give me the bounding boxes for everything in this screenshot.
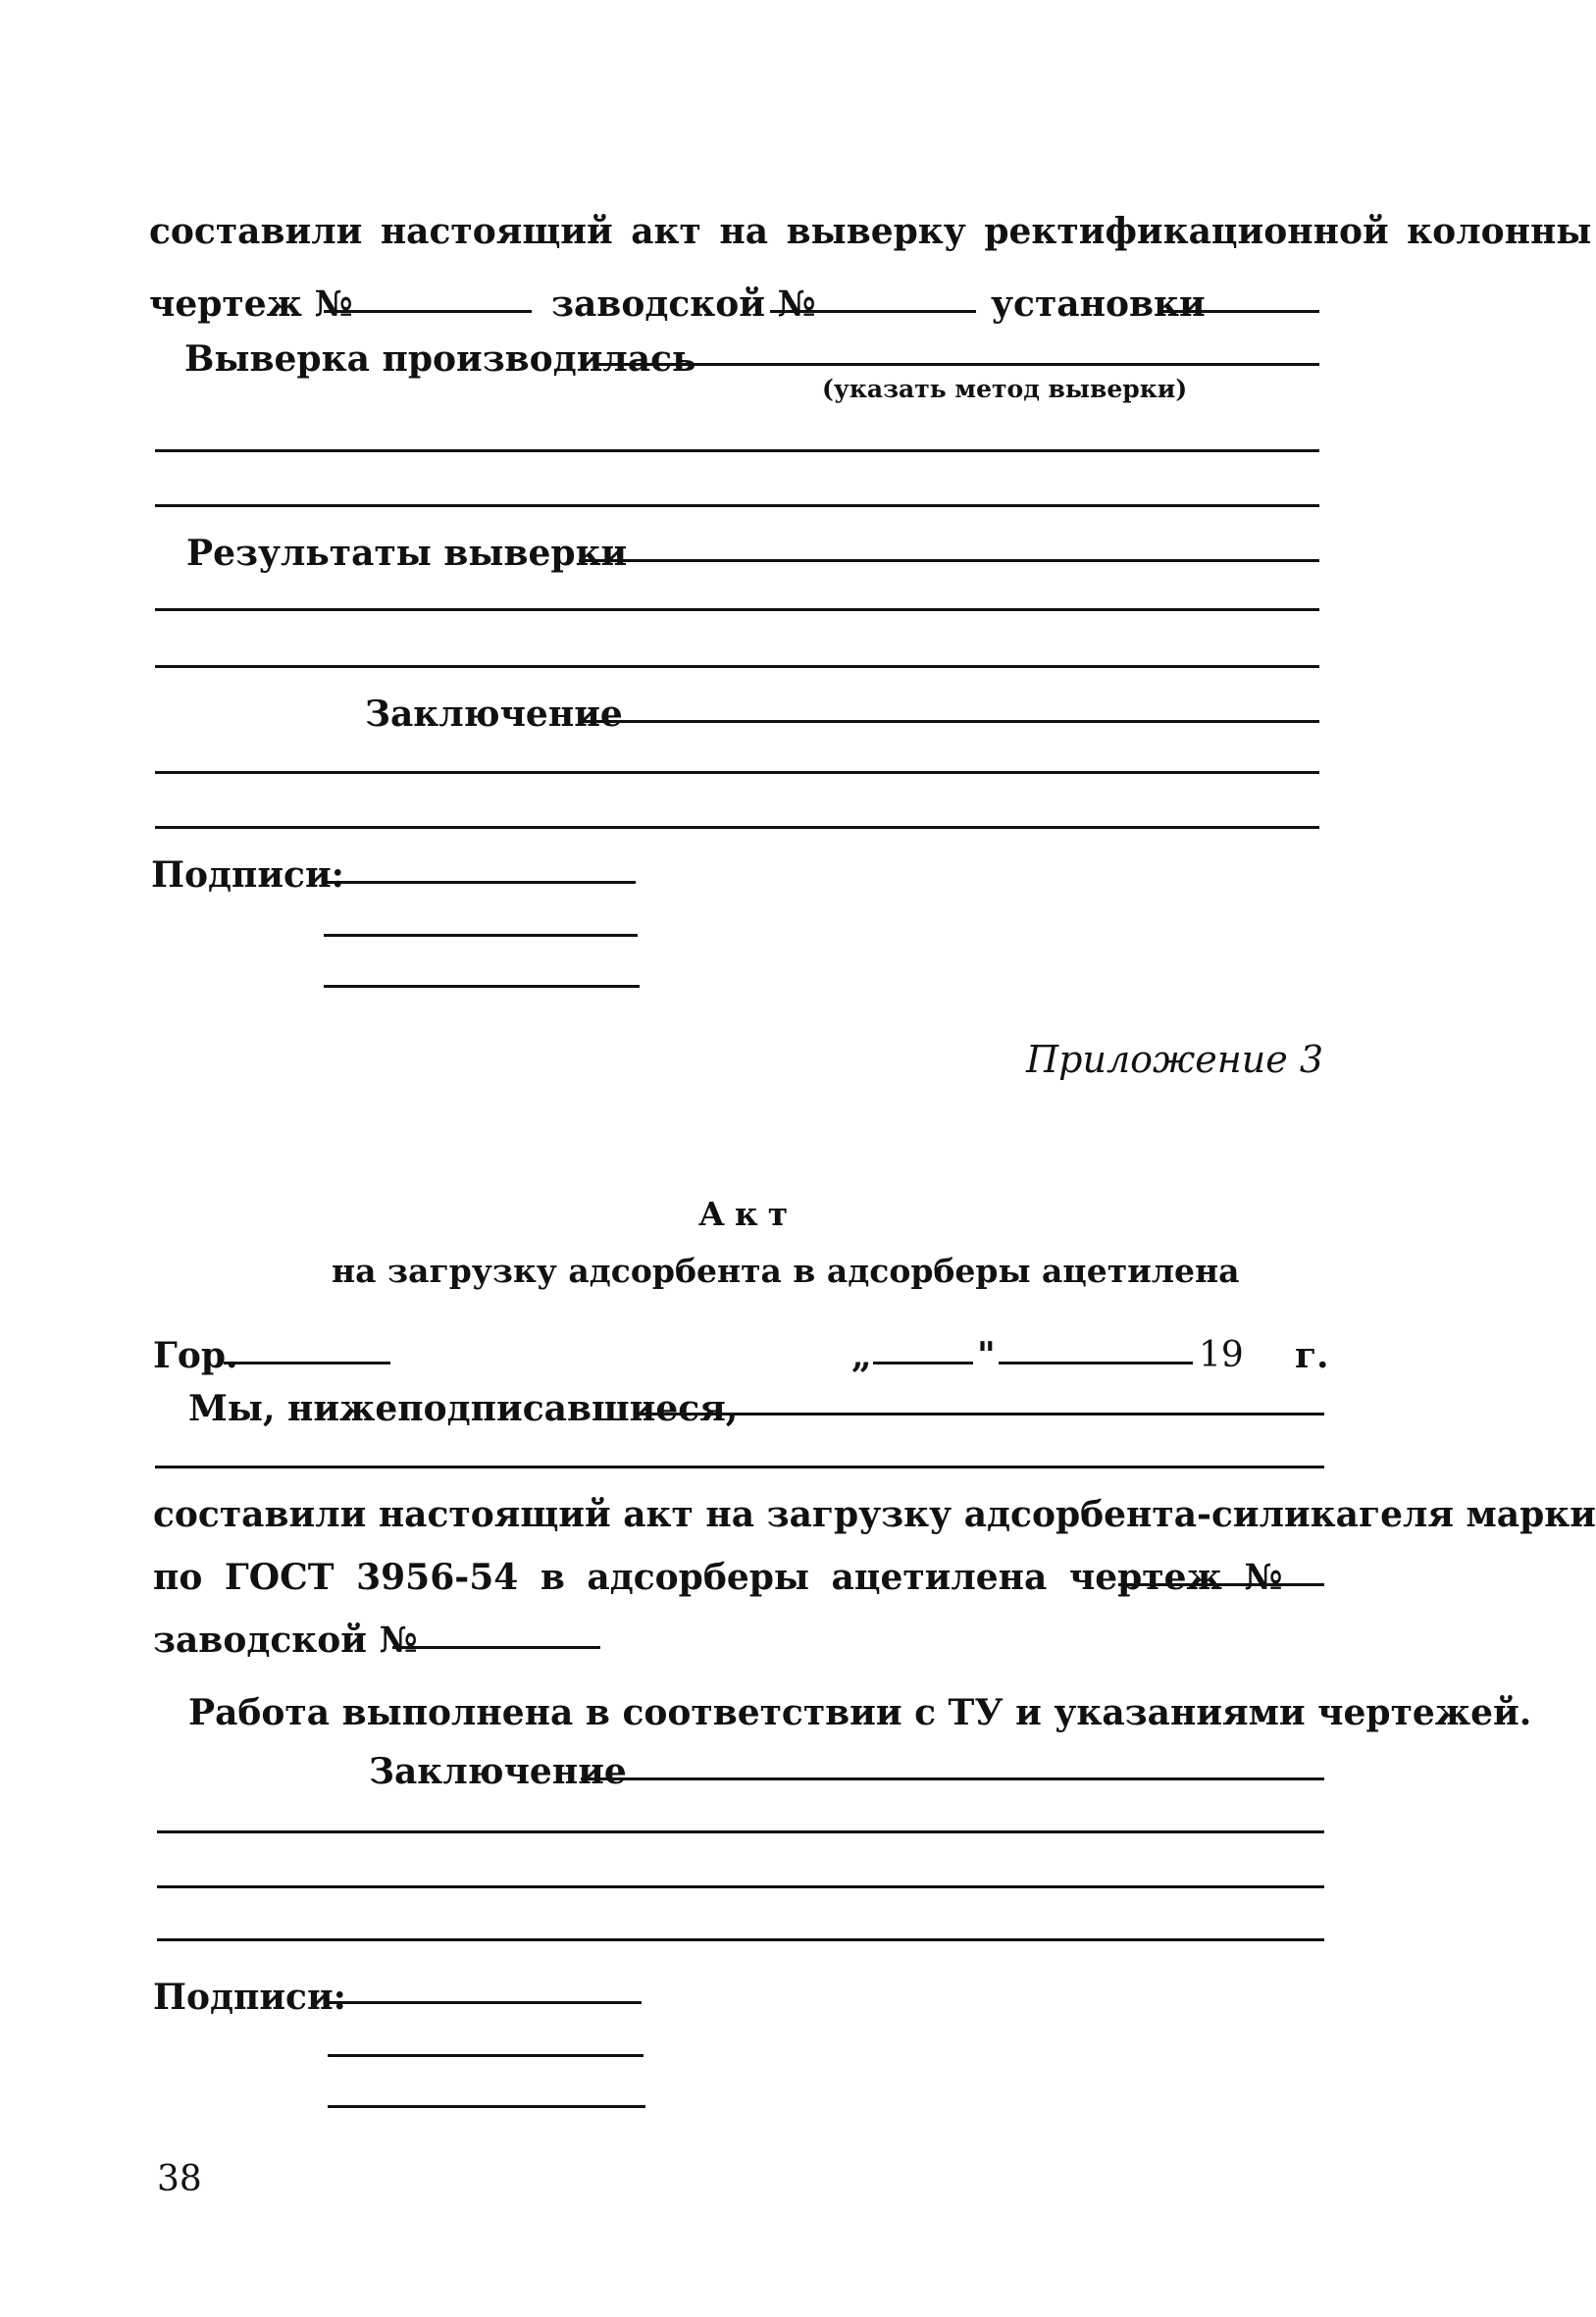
- act-signature-line-2[interactable]: [328, 2054, 644, 2057]
- signatories-field-line-2[interactable]: [155, 1466, 1324, 1468]
- act-body-line-3: заводской №: [153, 1620, 418, 1661]
- city-label: Гор.: [153, 1335, 238, 1376]
- method-field-line-3[interactable]: [155, 504, 1319, 507]
- date-open-quote: „: [851, 1335, 872, 1376]
- method-label: Выверка производилась: [184, 338, 696, 380]
- conclusion-label: Заключение: [365, 694, 623, 735]
- date-close-quote: ": [977, 1335, 996, 1376]
- installation-field[interactable]: [1162, 310, 1319, 313]
- conclusion-field[interactable]: [579, 720, 1319, 723]
- act-conclusion-label: Заключение: [369, 1751, 627, 1792]
- act-conclusion-field-line-2[interactable]: [157, 1830, 1324, 1833]
- work-done-text: Работа выполнена в соответствии с ТУ и указаниями чертежей.: [188, 1692, 1532, 1733]
- signatories-field[interactable]: [640, 1413, 1324, 1416]
- conclusion-field-line-2[interactable]: [155, 771, 1319, 774]
- results-field-line-2[interactable]: [155, 608, 1319, 611]
- act-factory-number-field[interactable]: [392, 1646, 600, 1649]
- signature-line-2[interactable]: [324, 934, 638, 937]
- drawing-label: чертеж №: [149, 283, 353, 325]
- factory-number-field[interactable]: [770, 310, 976, 313]
- act-conclusion-field-line-3[interactable]: [157, 1885, 1324, 1888]
- drawing-number-field[interactable]: [324, 310, 532, 313]
- signatories-label: Мы, нижеподписавшиеся,: [188, 1388, 739, 1429]
- signatures-label: Подписи:: [151, 854, 344, 896]
- page-number: 38: [157, 2159, 202, 2199]
- appendix-label: Приложение 3: [1026, 1038, 1323, 1081]
- method-field-line-2[interactable]: [155, 449, 1319, 452]
- city-field[interactable]: [224, 1362, 390, 1364]
- act-conclusion-field-line-4[interactable]: [157, 1938, 1324, 1941]
- year-suffix: г.: [1295, 1335, 1329, 1376]
- act-signature-line-3[interactable]: [328, 2105, 645, 2108]
- act-drawing-number-field[interactable]: [1118, 1583, 1324, 1586]
- year-prefix: 19: [1199, 1335, 1244, 1375]
- method-hint: (указать метод выверки): [822, 375, 1188, 403]
- act-body-line-2: по ГОСТ 3956-54 в адсорберы ацетилена чертеж №: [153, 1557, 1283, 1598]
- installation-label: установки: [991, 283, 1206, 325]
- signature-line-1[interactable]: [324, 881, 636, 884]
- act-signatures-label: Подписи:: [153, 1977, 346, 2018]
- method-field[interactable]: [598, 363, 1319, 366]
- intro-text: составили настоящий акт на выверку ректификационной колонны: [149, 211, 1592, 252]
- act-conclusion-field[interactable]: [581, 1777, 1324, 1780]
- results-label: Результаты выверки: [186, 533, 628, 574]
- conclusion-field-line-3[interactable]: [155, 826, 1319, 829]
- date-day-field[interactable]: [873, 1362, 973, 1364]
- results-field[interactable]: [579, 559, 1319, 562]
- signature-line-3[interactable]: [324, 985, 640, 988]
- act-signature-line-1[interactable]: [328, 2001, 642, 2004]
- act-subtitle: на загрузку адсорбента в адсорберы ацетилена: [332, 1252, 1240, 1290]
- factory-label: заводской №: [551, 283, 816, 325]
- act-body-line-1: составили настоящий акт на загрузку адсорбента-силикагеля марки: [153, 1494, 1596, 1535]
- date-month-field[interactable]: [999, 1362, 1193, 1364]
- act-title: Акт: [698, 1195, 798, 1233]
- results-field-line-3[interactable]: [155, 665, 1319, 668]
